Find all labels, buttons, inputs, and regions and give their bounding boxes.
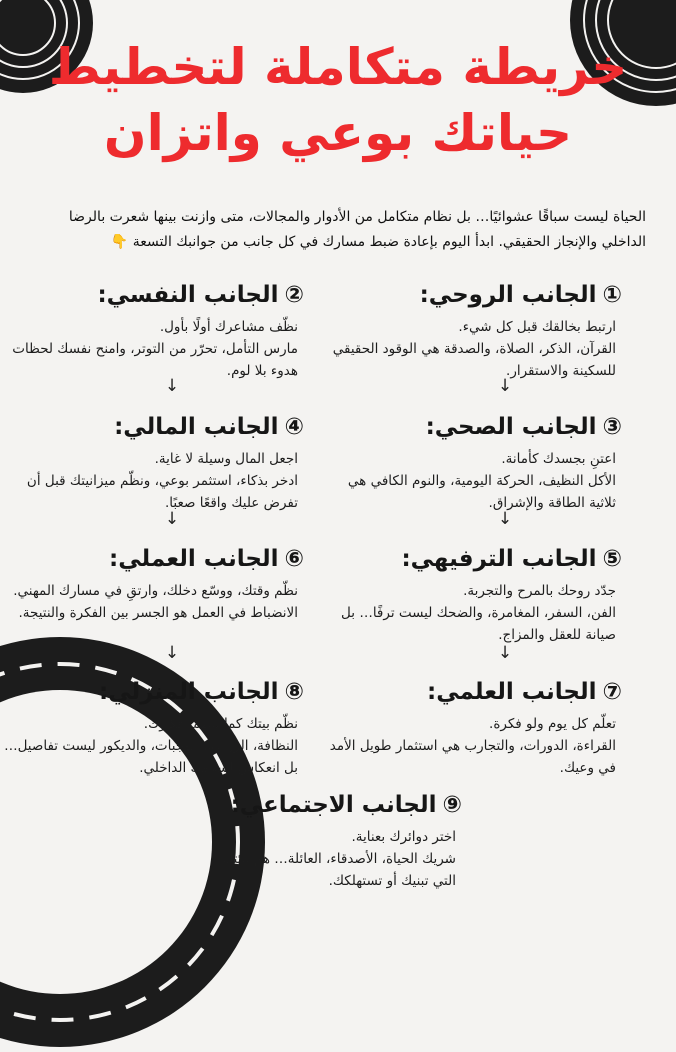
section-title-text: الجانب المنزلي: [99, 679, 279, 705]
section-social [202, 790, 462, 892]
section-line: اعتنِ بجسدك كأمانة. [501, 451, 616, 467]
section-number: ⑤ [602, 546, 622, 572]
page-title-line-2: حياتك بوعي واتزان [103, 104, 573, 162]
section-line: نظّف مشاعرك أولًا بأول. [159, 319, 298, 335]
section-title [4, 280, 304, 310]
section-health [322, 412, 622, 514]
section-title [322, 677, 622, 707]
section-line: جدّد روحك بالمرح والتجربة. [463, 583, 616, 599]
section-line: النظافة، الزراعة، الوجبات، والديكور ليست تفاصيل… بل انعكاس لسلامك الداخلي. [4, 738, 298, 776]
section-line: مارس التأمل، تحرّر من التوتر، وامنح نفسك لحظات هدوء بلا لوم. [12, 341, 298, 379]
page-title [0, 34, 676, 166]
down-arrow-icon: ↓ [497, 643, 513, 663]
section-line: القرآن، الذكر، الصلاة، والصدقة هي الوقود الحقيقي للسكينة والاستقرار. [332, 341, 616, 379]
intro-paragraph: الحياة ليست سباقًا عشوائيًا… بل نظام متكامل من الأدوار والمجالات، متى وازنت بينها شعرت بالرضا الداخلي والإنجاز الحقيقي. ابدأ اليوم بإعادة ضبط مسارك في كل جانب من جوانبك التسعة 👇 [68, 209, 646, 250]
section-line: الفن، السفر، المغامرة، والضحك ليست ترفًا… بل صيانة للعقل والمزاج. [341, 605, 616, 643]
section-home [4, 677, 304, 779]
section-line: الانضباط في العمل هو الجسر بين الفكرة والنتيجة. [18, 605, 298, 621]
section-number: ⑦ [602, 679, 622, 705]
down-arrow-icon: ↓ [497, 376, 513, 396]
section-financial [4, 412, 304, 514]
section-title-text: الجانب المالي: [114, 414, 279, 440]
section-science [322, 677, 622, 779]
section-number: ③ [602, 414, 622, 440]
down-arrow-icon: ↓ [164, 376, 180, 396]
section-number: ⑥ [284, 546, 304, 572]
section-line: الأكل النظيف، الحركة اليومية، والنوم الكافي هي ثلاثية الطاقة والإشراق. [347, 473, 616, 511]
section-professional [4, 544, 304, 624]
section-number: ⑧ [284, 679, 304, 705]
section-spiritual [322, 280, 622, 382]
section-title [322, 280, 622, 310]
section-line: نظّم وقتك، ووسّع دخلك، وارتقِ في مسارك المهني. [13, 583, 298, 599]
section-title-text: الجانب الاجتماعي: [230, 792, 437, 818]
section-line: ارتبط بخالقك قبل كل شيء. [458, 319, 616, 335]
section-title-text: الجانب العلمي: [427, 679, 597, 705]
section-title-text: الجانب النفسي: [97, 282, 279, 308]
section-line: القراءة، الدورات، والتجارب هي استثمار طويل الأمد في وعيك. [329, 738, 616, 776]
section-title [4, 544, 304, 574]
page-title-line-1: خريطة متكاملة لتخطيط [48, 38, 628, 96]
section-title [202, 790, 462, 820]
down-arrow-icon: ↓ [497, 509, 513, 529]
section-psychological [4, 280, 304, 382]
section-title-text: الجانب الصحي: [425, 414, 597, 440]
section-line: تعلّم كل يوم ولو فكرة. [489, 716, 616, 732]
section-line: نظّم بيتك كما تنظّم أفكارك. [143, 716, 298, 732]
section-title [4, 412, 304, 442]
section-title [322, 412, 622, 442]
section-title [322, 544, 622, 574]
section-line: ادخر بذكاء، استثمر بوعي، ونظّم ميزانيتك قبل أن تفرض عليك واقعًا صعبًا. [26, 473, 298, 511]
section-title-text: الجانب الروحي: [419, 282, 597, 308]
section-line: اجعل المال وسيلة لا غاية. [154, 451, 298, 467]
down-arrow-icon: ↓ [164, 643, 180, 663]
section-leisure [322, 544, 622, 646]
down-arrow-icon: ↓ [164, 509, 180, 529]
section-number: ⑨ [442, 792, 462, 818]
section-number: ① [602, 282, 622, 308]
section-line: شريك الحياة، الأصدقاء، العائلة… هم بيئتك التي تبنيك أو تستهلكك. [222, 851, 456, 889]
section-number: ④ [284, 414, 304, 440]
section-number: ② [284, 282, 304, 308]
section-title-text: الجانب العملي: [109, 546, 279, 572]
section-line: اختر دوائرك بعناية. [351, 829, 456, 845]
section-title-text: الجانب الترفيهي: [401, 546, 597, 572]
section-title [4, 677, 304, 707]
